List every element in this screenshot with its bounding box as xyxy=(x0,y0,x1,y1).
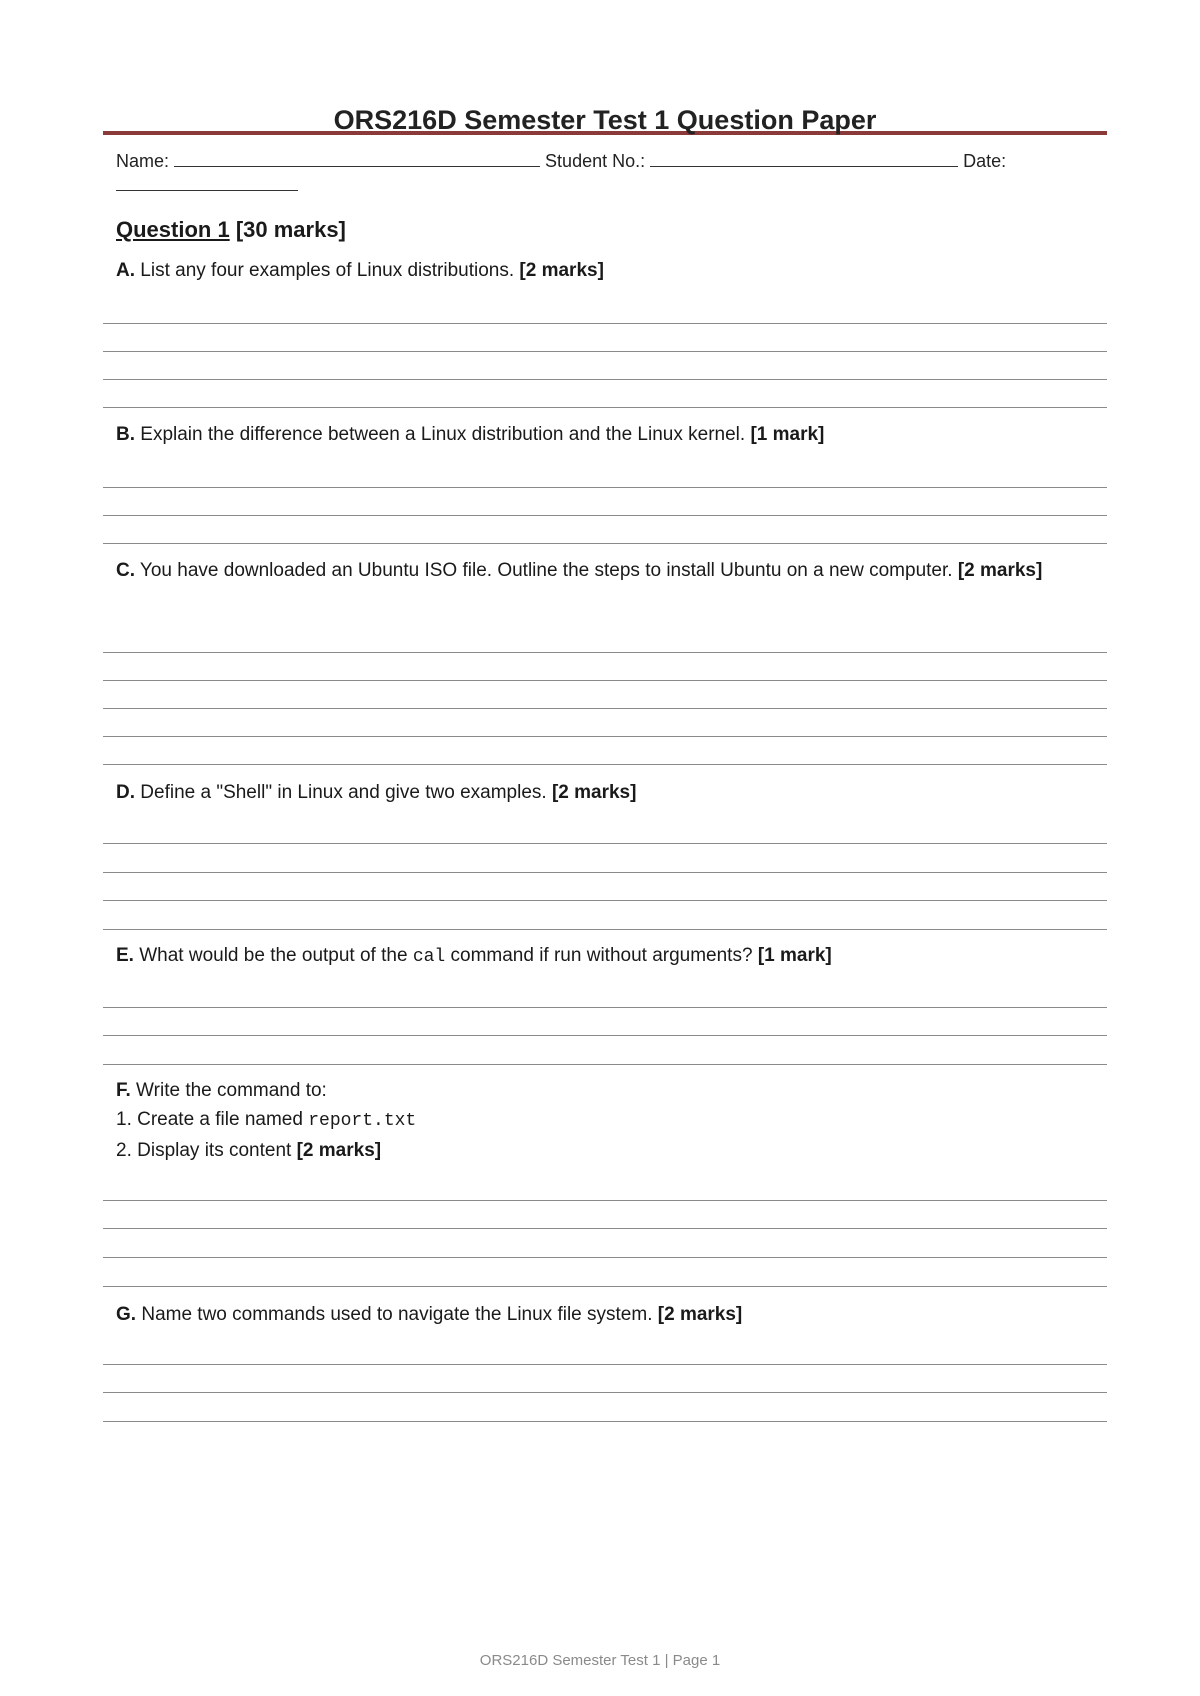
name-label: Name: xyxy=(116,151,170,171)
question-c-text: You have downloaded an Ubuntu ISO file. Outline the steps to install Ubuntu on a new computer. xyxy=(135,560,958,581)
answer-line[interactable] xyxy=(103,323,1107,324)
answer-line[interactable] xyxy=(103,736,1107,737)
question-b xyxy=(116,420,1096,449)
answer-line[interactable] xyxy=(103,351,1107,352)
page-title: ORS216D Semester Test 1 Question Paper xyxy=(333,105,877,135)
question-g-marks: [2 marks] xyxy=(657,1304,743,1325)
answer-line[interactable] xyxy=(103,652,1107,653)
name-field[interactable] xyxy=(174,150,540,167)
question-f-item-1 xyxy=(116,1105,1096,1136)
question-b-text: Explain the difference between a Linux distribution and the Linux kernel. xyxy=(135,424,751,445)
answer-line[interactable] xyxy=(103,1392,1107,1393)
question-a-letter: A. xyxy=(116,260,135,281)
question-e xyxy=(116,941,1096,972)
answer-line[interactable] xyxy=(103,1228,1107,1229)
answer-line[interactable] xyxy=(103,708,1107,709)
answer-line[interactable] xyxy=(103,1200,1107,1201)
answer-line[interactable] xyxy=(103,1257,1107,1258)
answer-line[interactable] xyxy=(103,1421,1107,1422)
question-c-marks: [2 marks] xyxy=(957,560,1043,581)
question-e-code: cal xyxy=(412,947,446,967)
answer-line[interactable] xyxy=(103,843,1107,844)
question-c-letter: C. xyxy=(116,560,135,581)
question-g-letter: G. xyxy=(116,1304,137,1325)
question-d-letter: D. xyxy=(116,782,135,803)
question-f xyxy=(116,1076,1096,1165)
question-a xyxy=(116,256,1096,285)
answer-line[interactable] xyxy=(103,379,1107,380)
question-a-marks: [2 marks] xyxy=(519,260,604,281)
question-1-marks: [30 marks] xyxy=(235,217,346,242)
question-b-marks: [1 mark] xyxy=(750,424,825,445)
question-c xyxy=(116,556,1091,585)
question-f-letter: F. xyxy=(116,1080,131,1101)
question-d xyxy=(116,778,1096,807)
question-d-marks: [2 marks] xyxy=(551,782,637,803)
question-f-intro: Write the command to: xyxy=(130,1080,327,1101)
answer-line[interactable] xyxy=(103,764,1107,765)
answer-line[interactable] xyxy=(103,680,1107,681)
question-1-heading xyxy=(116,217,346,243)
answer-line[interactable] xyxy=(103,1064,1107,1065)
student-no-field[interactable] xyxy=(650,150,958,167)
question-f-item-2 xyxy=(116,1136,1096,1165)
question-f-item-1-code: report.txt xyxy=(308,1111,417,1131)
date-label: Date: xyxy=(963,151,1007,171)
question-a-text: List any four examples of Linux distributions. xyxy=(135,260,520,281)
answer-line[interactable] xyxy=(103,543,1107,544)
answer-line[interactable] xyxy=(103,407,1107,408)
answer-line[interactable] xyxy=(103,1286,1107,1287)
question-f-marks: [2 marks] xyxy=(296,1140,382,1161)
answer-line[interactable] xyxy=(103,1035,1107,1036)
answer-line[interactable] xyxy=(103,929,1107,930)
question-e-text-after: command if run without arguments? xyxy=(445,945,758,966)
question-f-item-1-text: 1. Create a file named xyxy=(116,1109,309,1130)
question-e-marks: [1 mark] xyxy=(757,945,832,966)
question-f-intro-line xyxy=(116,1076,1096,1105)
answer-line[interactable] xyxy=(103,487,1107,488)
question-b-letter: B. xyxy=(116,424,135,445)
question-e-letter: E. xyxy=(116,945,134,966)
answer-line[interactable] xyxy=(103,900,1107,901)
question-e-text-before: What would be the output of the xyxy=(133,945,413,966)
question-f-item-2-text: 2. Display its content xyxy=(116,1140,297,1161)
date-field[interactable] xyxy=(116,172,298,191)
question-d-text: Define a "Shell" in Linux and give two examples. xyxy=(135,782,552,803)
page-footer: ORS216D Semester Test 1 | Page 1 xyxy=(479,1652,721,1669)
question-g-text: Name two commands used to navigate the Linux file system. xyxy=(136,1304,658,1325)
answer-line[interactable] xyxy=(103,1364,1107,1365)
title-block xyxy=(103,104,1107,136)
answer-line[interactable] xyxy=(103,515,1107,516)
student-details-line xyxy=(116,150,1006,172)
answer-line[interactable] xyxy=(103,872,1107,873)
student-no-label: Student No.: xyxy=(545,151,646,171)
answer-line[interactable] xyxy=(103,1007,1107,1008)
question-1-title: Question 1 xyxy=(116,217,230,242)
question-g xyxy=(116,1300,1096,1329)
